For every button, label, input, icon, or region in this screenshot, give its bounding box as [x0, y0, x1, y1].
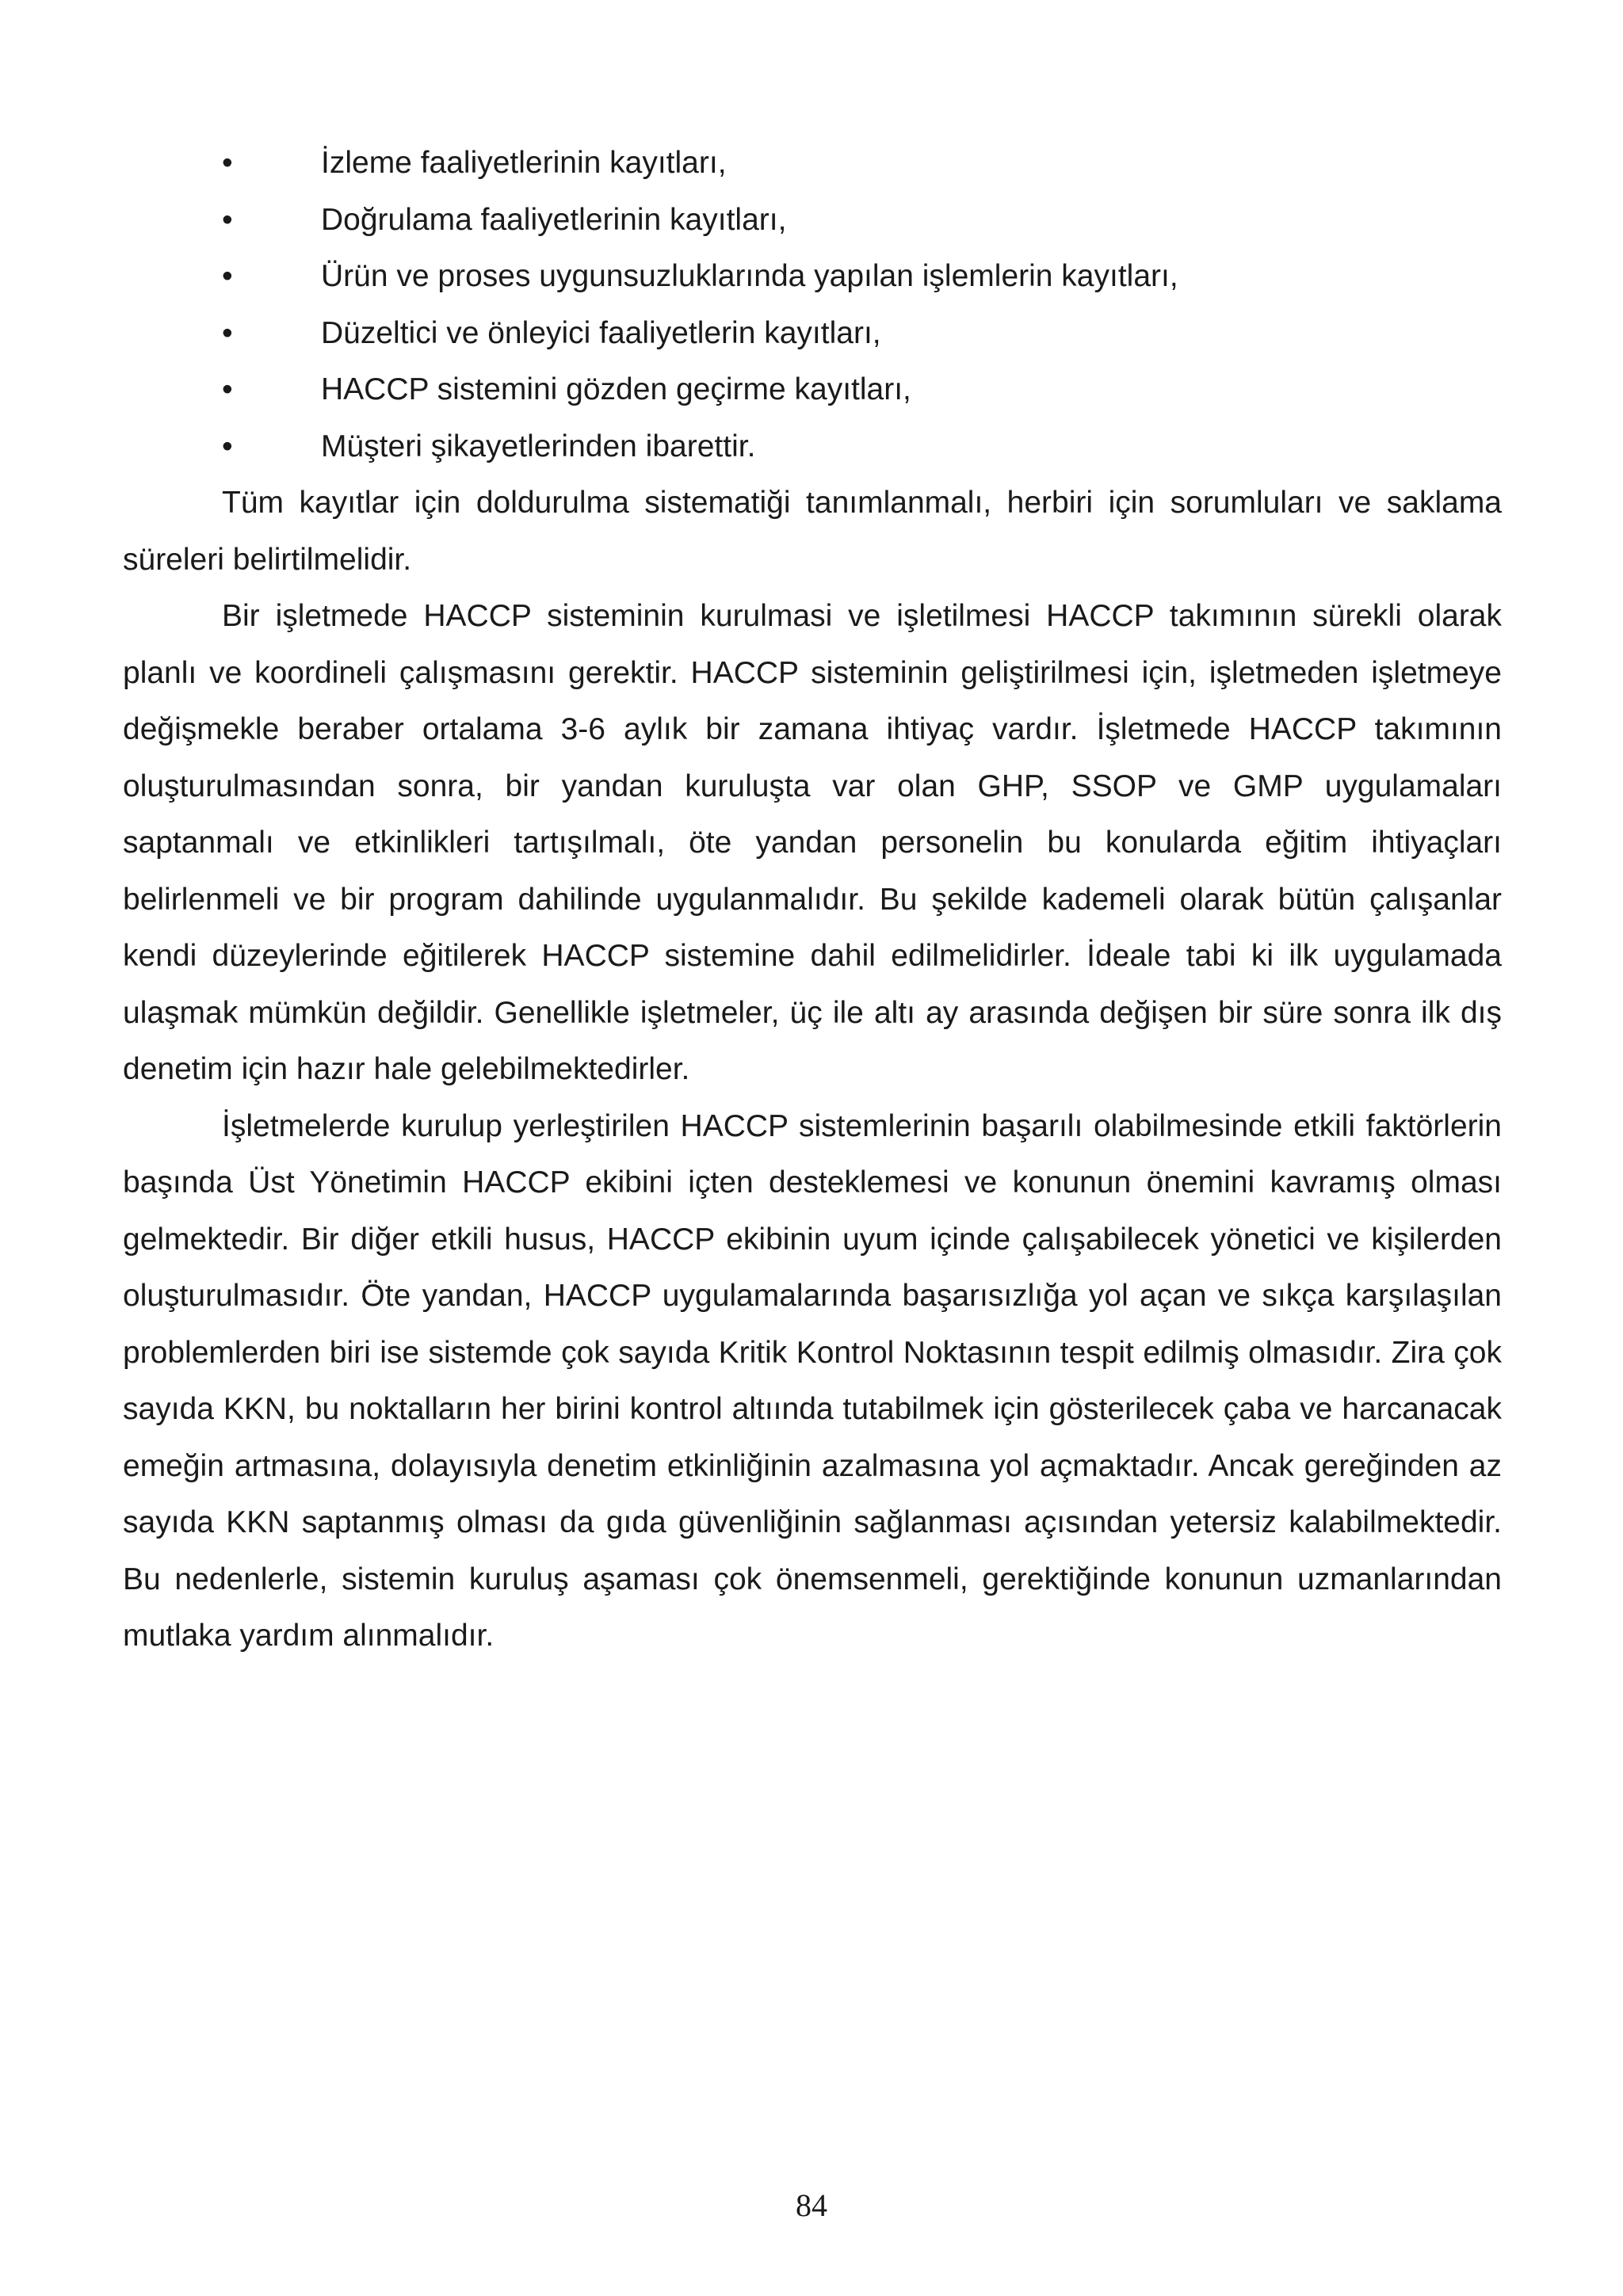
list-item — [123, 135, 1502, 192]
list-item-text: Müşteri şikayetlerinden ibarettir. — [321, 429, 756, 463]
bullet-list — [123, 135, 1502, 475]
list-item-text: Ürün ve proses uygunsuzluklarında yapılan işlemlerin kayıtları, — [321, 259, 1178, 293]
bullet-icon: • — [222, 429, 233, 463]
bullet-icon: • — [222, 372, 233, 406]
paragraph-haccp-setup: Bir işletmede HACCP sisteminin kurulmasi ve işletilmesi HACCP takımının sürekli olarak planlı ve koordineli çalışmasını gerektir. HACCP sisteminin geliştirilmesi için, işletmeden işletmeye değişmekle beraber ortalama 3-6 aylık bir zamana ihtiyaç vardır. İşletmede HACCP takımının oluşturulmasından sonra, bir yandan kuruluşta var olan GHP, SSOP ve GMP uygulamaları saptanmalı ve etkinlikleri tartışılmalı, öte yandan personelin bu konularda eğitim ihtiyaçları belirlenmeli ve bir program dahilinde uygulanmalıdır. Bu şekilde kademeli olarak bütün çalışanlar kendi düzeylerinde eğitilerek HACCP sistemine dahil edilmelidirler. İdeale tabi ki ilk uygulamada ulaşmak mümkün değildir. Genellikle işletmeler, üç ile altı ay arasında değişen bir süre sonra ilk dış denetim için hazır hale gelebilmektedirler. — [123, 599, 1502, 1086]
list-item — [123, 305, 1502, 362]
list-item — [123, 418, 1502, 475]
list-item — [123, 361, 1502, 418]
list-item-text: Doğrulama faaliyetlerinin kayıtları, — [321, 202, 787, 237]
page-content — [123, 135, 1502, 1665]
paragraph-success-factors: İşletmelerde kurulup yerleştirilen HACCP sistemlerinin başarılı olabilmesinde etkili faktörlerin başında Üst Yönetimin HACCP ekibini içten desteklemesi ve konunun önemini kavramış olması gelmektedir. Bir diğer etkili husus, HACCP ekibinin uyum içinde çalışabilecek yönetici ve kişilerden oluşturulmasıdır. Öte yandan, HACCP uygulamalarında başarısızlığa yol açan ve sıkça karşılaşılan problemlerden biri ise sistemde çok sayıda Kritik Kontrol Noktasının tespit edilmiş olmasıdır. Zira çok sayıda KKN, bu noktalların her birini kontrol altıında tutabilmek için gösterilecek çaba ve harcanacak emeğin artmasına, dolayısıyla denetim etkinliğinin azalmasına yol açmaktadır. Ancak gereğinden az sayıda KKN saptanmış olması da gıda güvenliğinin sağlanması açısından yetersiz kalabilmektedir. Bu nedenlerle, sistemin kuruluş aşaması çok önemsenmeli, gerektiğinde konunun uzmanlarından mutlaka yardım alınmalıdır. — [123, 1108, 1502, 1653]
bullet-icon: • — [222, 315, 233, 350]
paragraph-records: Tüm kayıtlar için doldurulma sistematiği tanımlanmalı, herbiri için sorumluları ve saklama süreleri belirtilmelidir. — [123, 486, 1502, 577]
list-item — [123, 192, 1502, 249]
page-number: 84 — [796, 2187, 827, 2223]
bullet-icon: • — [222, 202, 233, 237]
list-item-text: Düzeltici ve önleyici faaliyetlerin kayıtları, — [321, 315, 881, 350]
list-item-text: İzleme faaliyetlerinin kayıtları, — [321, 146, 727, 180]
list-item-text: HACCP sistemini gözden geçirme kayıtları, — [321, 372, 911, 406]
list-item — [123, 248, 1502, 305]
bullet-icon: • — [222, 146, 233, 180]
bullet-icon: • — [222, 259, 233, 293]
